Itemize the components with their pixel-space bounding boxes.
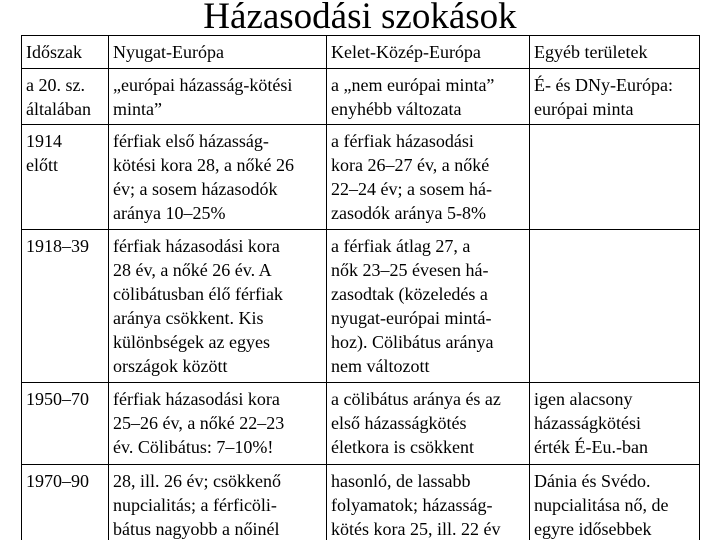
cell-line: év. Cölibátus: 7–10%! — [113, 437, 274, 457]
cell-line: a 20. sz. — [26, 75, 85, 95]
cell-line: 1914 — [26, 131, 62, 151]
cell-line: zasodtak (közeledés a — [331, 284, 488, 304]
cell-line: bátus nagyobb a nőinél — [113, 519, 280, 539]
table-row — [22, 230, 700, 383]
cell-line: hoz). Cölibátus aránya — [331, 332, 494, 352]
cell-line: a cölibátus aránya és az — [331, 389, 501, 409]
cell-western-europe — [109, 69, 327, 125]
cell-line: folyamatok; házasság- — [331, 495, 493, 515]
cell-line: egyre idősebbek — [534, 519, 652, 539]
cell-line: házasságkötési — [534, 413, 641, 433]
header-period: Időszak — [22, 36, 109, 69]
cell-line: kötési kora 28, a nőké 26 — [113, 155, 294, 175]
header-other-regions: Egyéb területek — [530, 36, 700, 69]
cell-east-central-europe — [327, 465, 530, 540]
cell-line: országok között — [113, 356, 228, 376]
cell-line: első házasságkötés — [331, 413, 467, 433]
table-row — [22, 125, 700, 230]
cell-line: a „nem európai minta” — [331, 75, 495, 95]
cell-line: férfiak házasodási kora — [113, 389, 280, 409]
cell-other-regions — [530, 125, 700, 230]
cell-western-europe — [109, 125, 327, 230]
table-row — [22, 69, 700, 125]
cell-line: 25–26 év, a nőké 22–23 — [113, 413, 285, 433]
cell-line: cölibátusban élő férfiak — [113, 284, 283, 304]
cell-line: nők 23–25 évesen há- — [331, 260, 489, 280]
cell-line: nem változott — [331, 356, 430, 376]
slide-title: Házasodási szokások — [203, 0, 517, 37]
cell-other-regions — [530, 383, 700, 465]
cell-line: 1950–70 — [26, 389, 89, 409]
cell-line: különbségek az egyes — [113, 332, 270, 352]
cell-western-europe — [109, 383, 327, 465]
cell-period — [22, 125, 109, 230]
cell-line: kötés kora 25, ill. 22 év — [331, 519, 501, 539]
cell-east-central-europe — [327, 230, 530, 383]
cell-line: 22–24 év; a sosem há- — [331, 179, 492, 199]
cell-line: 28 év, a nőké 26 év. A — [113, 260, 272, 280]
cell-western-europe — [109, 465, 327, 540]
cell-period — [22, 465, 109, 540]
cell-east-central-europe — [327, 69, 530, 125]
cell-other-regions — [530, 230, 700, 383]
cell-line: általában — [26, 99, 91, 119]
cell-other-regions — [530, 69, 700, 125]
cell-line: férfiak házasodási kora — [113, 236, 280, 256]
cell-line: É- és DNy-Európa: — [534, 75, 673, 95]
marriage-customs-table — [21, 35, 700, 540]
cell-line: európai minta — [534, 99, 634, 119]
cell-line: aránya csökkent. Kis — [113, 308, 264, 328]
cell-line: 1918–39 — [26, 236, 89, 256]
cell-line: életkora is csökkent — [331, 437, 474, 457]
cell-line: a férfiak átlag 27, a — [331, 236, 471, 256]
cell-east-central-europe — [327, 383, 530, 465]
table-header-row — [22, 36, 700, 69]
cell-line: enyhébb változata — [331, 99, 462, 119]
cell-line: év; a sosem házasodók — [113, 179, 278, 199]
cell-line: igen alacsony — [534, 389, 633, 409]
header-east-central-europe: Kelet-Közép-Európa — [327, 36, 530, 69]
cell-line: nupcialitása nő, de — [534, 495, 669, 515]
cell-line: aránya 10–25% — [113, 203, 226, 223]
cell-line: Dánia és Svédo. — [534, 471, 651, 491]
cell-line: nyugat-európai mintá- — [331, 308, 492, 328]
cell-western-europe — [109, 230, 327, 383]
cell-east-central-europe — [327, 125, 530, 230]
cell-line: 28, ill. 26 év; csökkenő — [113, 471, 281, 491]
cell-line: férfiak első házasság- — [113, 131, 269, 151]
table-row — [22, 465, 700, 540]
cell-line: „európai házasság-kötési — [113, 75, 293, 95]
header-western-europe: Nyugat-Európa — [109, 36, 327, 69]
cell-line: előtt — [26, 155, 58, 175]
cell-line: kora 26–27 év, a nőké — [331, 155, 490, 175]
cell-period — [22, 383, 109, 465]
cell-line: 1970–90 — [26, 471, 89, 491]
cell-line: minta” — [113, 99, 162, 119]
cell-line: a férfiak házasodási — [331, 131, 474, 151]
cell-line: érték É-Eu.-ban — [534, 437, 648, 457]
table-row — [22, 383, 700, 465]
cell-line: hasonló, de lassabb — [331, 471, 471, 491]
cell-line: nupcialitás; a férficöli- — [113, 495, 277, 515]
cell-period — [22, 69, 109, 125]
cell-line: zasodók aránya 5-8% — [331, 203, 486, 223]
cell-period — [22, 230, 109, 383]
cell-other-regions — [530, 465, 700, 540]
